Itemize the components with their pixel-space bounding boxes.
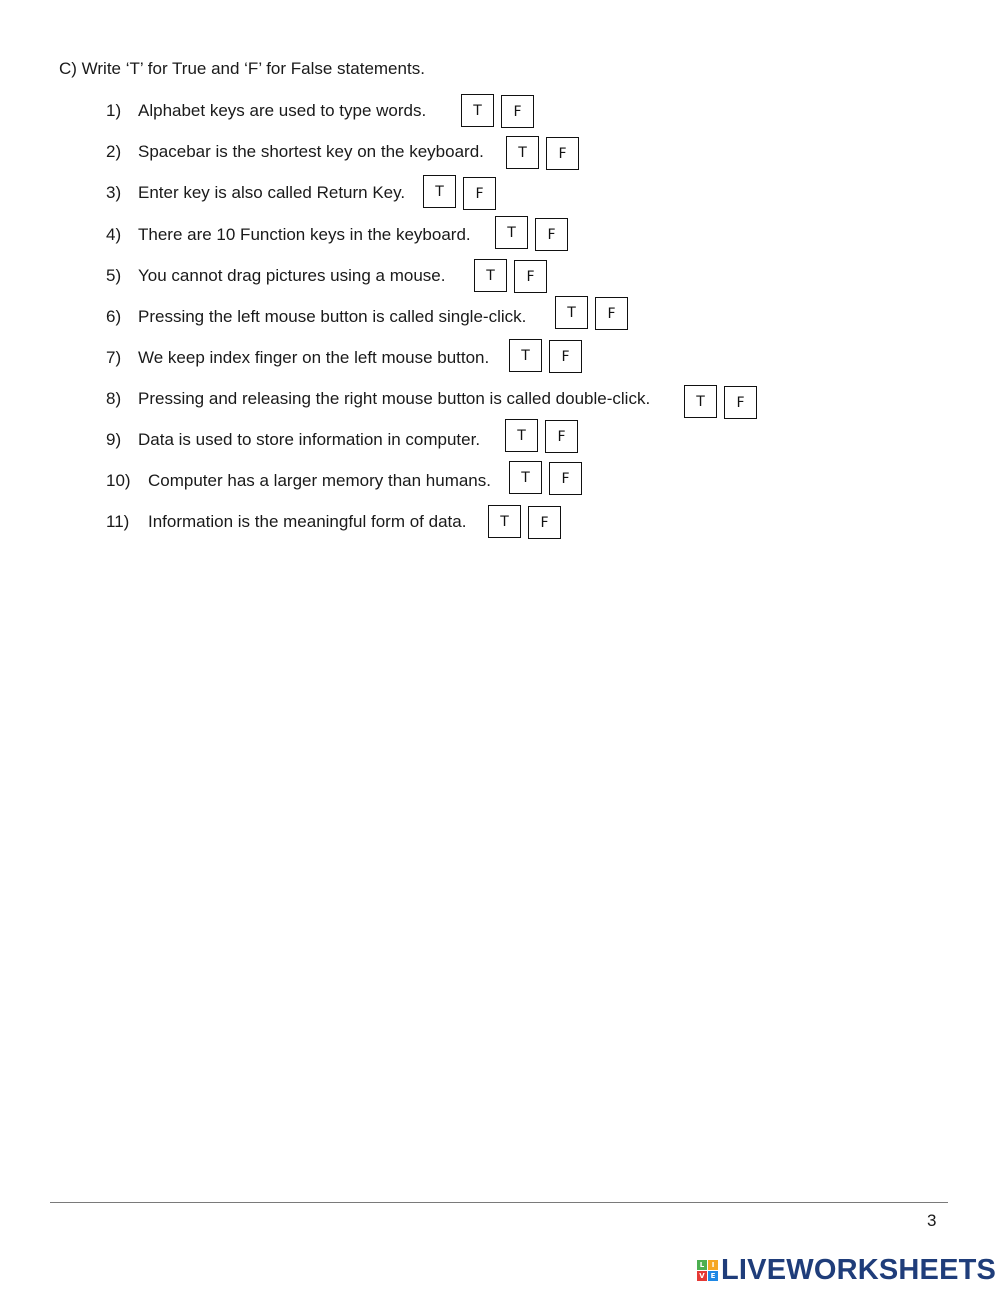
true-option-box[interactable]: T (423, 175, 456, 208)
instruction-heading: C) Write ‘T’ for True and ‘F’ for False statements. (59, 59, 425, 78)
question-number: 2) (106, 142, 122, 161)
question-number: 9) (106, 430, 122, 449)
false-option-box[interactable]: F (546, 137, 579, 170)
false-option-box[interactable]: F (545, 420, 578, 453)
logo-tiles-icon (697, 1260, 718, 1281)
logo-tile: V (697, 1271, 707, 1281)
true-option-box[interactable]: T (509, 339, 542, 372)
question-number: 5) (106, 266, 122, 285)
false-option-box[interactable]: F (724, 386, 757, 419)
true-option-box[interactable]: T (555, 296, 588, 329)
question-number: 6) (106, 307, 122, 326)
question-text: Data is used to store information in computer. (138, 430, 481, 449)
false-option-box[interactable]: F (463, 177, 496, 210)
true-option-box[interactable]: T (684, 385, 717, 418)
question-text: Pressing and releasing the right mouse button is called double-click. (138, 389, 651, 408)
question-text: You cannot drag pictures using a mouse. (138, 266, 446, 285)
question-text: Information is the meaningful form of data. (148, 512, 467, 531)
false-option-box[interactable]: F (595, 297, 628, 330)
question-number: 11) (106, 512, 130, 531)
liveworksheets-logo (697, 1255, 996, 1285)
footer-divider (50, 1202, 948, 1203)
false-option-box[interactable]: F (535, 218, 568, 251)
true-option-box[interactable]: T (505, 419, 538, 452)
true-option-box[interactable]: T (509, 461, 542, 494)
question-text: Spacebar is the shortest key on the keyboard. (138, 142, 484, 161)
question-number: 10) (106, 471, 131, 490)
false-option-box[interactable]: F (549, 462, 582, 495)
question-number: 3) (106, 183, 122, 202)
question-number: 7) (106, 348, 122, 367)
false-option-box[interactable]: F (501, 95, 534, 128)
question-text: Alphabet keys are used to type words. (138, 101, 427, 120)
question-text: There are 10 Function keys in the keyboard. (138, 225, 471, 244)
logo-text: LIVEWORKSHEETS (721, 1254, 997, 1286)
true-option-box[interactable]: T (474, 259, 507, 292)
question-text: Enter key is also called Return Key. (138, 183, 406, 202)
logo-tile: E (708, 1271, 718, 1281)
question-number: 4) (106, 225, 122, 244)
false-option-box[interactable]: F (514, 260, 547, 293)
logo-tile: L (697, 1260, 707, 1270)
question-number: 1) (106, 101, 122, 120)
true-option-box[interactable]: T (488, 505, 521, 538)
page-number: 3 (927, 1211, 937, 1230)
false-option-box[interactable]: F (528, 506, 561, 539)
logo-tile: I (708, 1260, 718, 1270)
question-text: We keep index finger on the left mouse button. (138, 348, 490, 367)
true-option-box[interactable]: T (461, 94, 494, 127)
question-text: Computer has a larger memory than humans. (148, 471, 491, 490)
true-option-box[interactable]: T (495, 216, 528, 249)
true-option-box[interactable]: T (506, 136, 539, 169)
false-option-box[interactable]: F (549, 340, 582, 373)
question-number: 8) (106, 389, 122, 408)
question-text: Pressing the left mouse button is called single-click. (138, 307, 527, 326)
